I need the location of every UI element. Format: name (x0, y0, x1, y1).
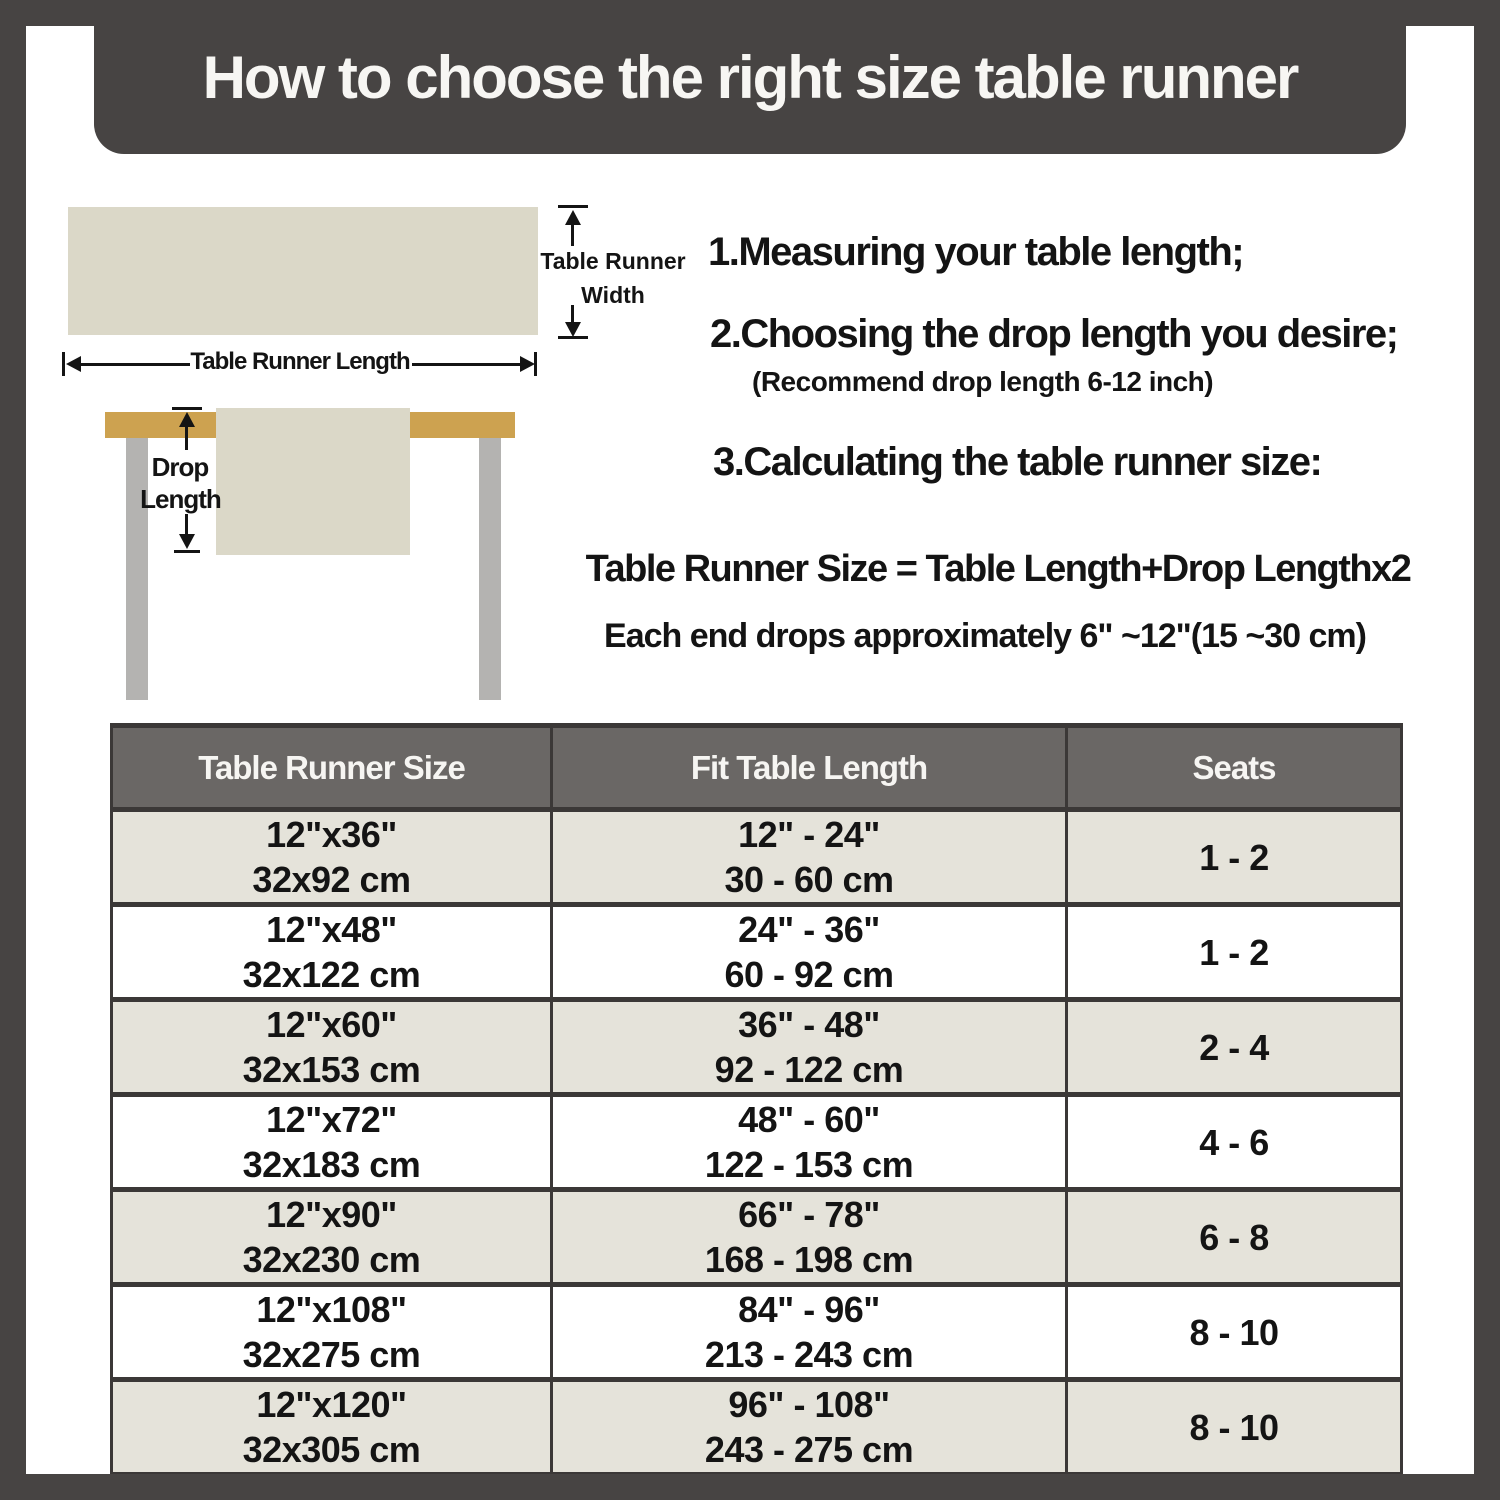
width-label-line1: Table Runner (540, 248, 686, 274)
width-arrow-top-bar (558, 205, 588, 208)
cell-runner-size: 12"x90" 32x230 cm (112, 1190, 552, 1285)
runner-side-view (216, 408, 410, 555)
cell-fit-length: 24" - 36" 60 - 92 cm (552, 905, 1067, 1000)
table-leg-right (479, 438, 501, 700)
drop-arrow-top-bar (172, 407, 202, 410)
instruction-step-2-note: (Recommend drop length 6-12 inch) (752, 366, 1214, 397)
page-title: How to choose the right size table runner (202, 43, 1298, 111)
length-arrow-line (78, 363, 190, 366)
drop-arrow-down-icon (179, 534, 195, 549)
cell-runner-size: 12"x48" 32x122 cm (112, 905, 552, 1000)
cell-seats: 8 - 10 (1067, 1285, 1402, 1380)
cell-runner-size: 12"x36" 32x92 cm (112, 810, 552, 905)
cell-fit-length: 36" - 48" 92 - 122 cm (552, 1000, 1067, 1095)
table-row (112, 905, 1402, 1000)
drop-arrow-line (185, 425, 188, 450)
table-row (112, 810, 1402, 905)
table-row (112, 1095, 1402, 1190)
drop-label-line2: Length (140, 484, 221, 514)
cell-seats: 8 - 10 (1067, 1380, 1402, 1475)
length-arrow-left-bar (62, 352, 65, 376)
drop-arrow-line (185, 514, 188, 536)
length-arrow-right-icon (520, 356, 535, 372)
width-arrow-up-icon (565, 210, 581, 225)
header-seats: Seats (1067, 726, 1402, 810)
length-arrow-line (412, 363, 522, 366)
header-runner-size: Table Runner Size (112, 726, 552, 810)
table-row (112, 1380, 1402, 1475)
cell-seats: 4 - 6 (1067, 1095, 1402, 1190)
cell-seats: 2 - 4 (1067, 1000, 1402, 1095)
width-arrow-bottom-bar (558, 336, 588, 339)
drop-note: Each end drops approximately 6" ~12"(15 ~30 cm) (604, 617, 1366, 655)
instruction-step-3: 3.Calculating the table runner size: (713, 440, 1322, 484)
header-banner (94, 0, 1406, 154)
table-body (112, 810, 1402, 1475)
drop-label-line1: Drop (151, 452, 209, 482)
cell-seats: 1 - 2 (1067, 810, 1402, 905)
cell-runner-size: 12"x72" 32x183 cm (112, 1095, 552, 1190)
cell-fit-length: 84" - 96" 213 - 243 cm (552, 1285, 1067, 1380)
cell-seats: 6 - 8 (1067, 1190, 1402, 1285)
table-row (112, 1190, 1402, 1285)
cell-fit-length: 96" - 108" 243 - 275 cm (552, 1380, 1067, 1475)
width-arrow-down-icon (565, 322, 581, 337)
table-header-row (112, 726, 1402, 810)
width-arrow-line (571, 224, 574, 246)
runner-top-view (68, 207, 538, 335)
cell-runner-size: 12"x108" 32x275 cm (112, 1285, 552, 1380)
table-row (112, 1285, 1402, 1380)
cell-seats: 1 - 2 (1067, 905, 1402, 1000)
width-label-line2: Width (581, 282, 645, 308)
instruction-step-1: 1.Measuring your table length; (708, 230, 1244, 274)
cell-runner-size: 12"x60" 32x153 cm (112, 1000, 552, 1095)
size-chart-table (110, 723, 1403, 1477)
header-fit-length: Fit Table Length (552, 726, 1067, 810)
cell-fit-length: 48" - 60" 122 - 153 cm (552, 1095, 1067, 1190)
cell-runner-size: 12"x120" 32x305 cm (112, 1380, 552, 1475)
length-arrow-right-bar (534, 352, 537, 376)
cell-fit-length: 66" - 78" 168 - 198 cm (552, 1190, 1067, 1285)
length-label: Table Runner Length (190, 348, 410, 375)
cell-fit-length: 12" - 24" 30 - 60 cm (552, 810, 1067, 905)
table-row (112, 1000, 1402, 1095)
drop-arrow-bottom-bar (174, 550, 200, 553)
instruction-step-2: 2.Choosing the drop length you desire; (710, 312, 1398, 356)
width-label (538, 244, 688, 312)
runner-size-formula: Table Runner Size = Table Length+Drop Lengthx2 (585, 548, 1411, 590)
